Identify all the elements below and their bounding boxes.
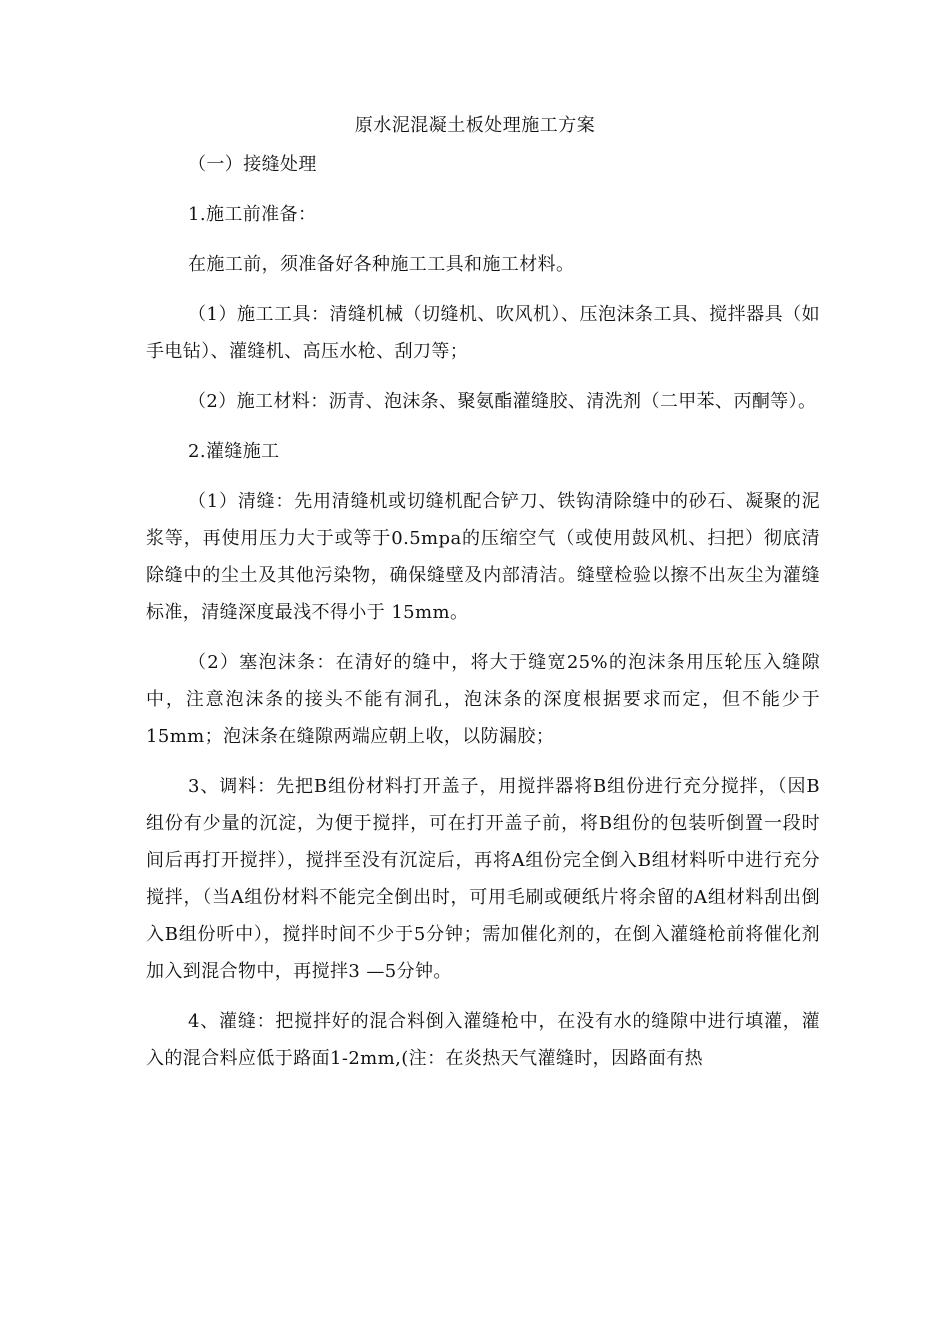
document-title: 原水泥混凝土板处理施工方案	[354, 115, 596, 136]
paragraph-foam-strip: （2）塞泡沫条：在清好的缝中，将大于缝宽25%的泡沫条用压轮压入缝隙中，注意泡沫条的接头不能有洞孔，泡沫条的深度根据要求而定，但不能少于15mm；泡沫条在缝隙两端应朝上收，以防漏胶；	[146, 652, 820, 747]
paragraph-materials: （2）施工材料：沥青、泡沫条、聚氨酯灌缝胶、清洗剂（二甲苯、丙酮等）。	[188, 391, 817, 412]
paragraph-filling: 4、灌缝：把搅拌好的混合料倒入灌缝枪中，在没有水的缝隙中进行填灌，灌入的混合料应低于路面1-2mm,(注：在炎热天气灌缝时，因路面有热	[146, 1011, 820, 1069]
paragraph-cleaning: （1）清缝：先用清缝机或切缝机配合铲刀、铁钩清除缝中的砂石、凝聚的泥浆等，再使用压力大于或等于0.5mpa的压缩空气（或使用鼓风机、扫把）彻底清除缝中的尘土及其他污染物，确保缝壁及内部清洁。缝壁检验以擦不出灰尘为灌缝标准，清缝深度最浅不得小于 15mm。	[146, 491, 820, 623]
document-body	[146, 146, 820, 1077]
subheading-grouting: 2.灌缝施工	[188, 441, 280, 462]
paragraph-tools: （1）施工工具：清缝机械（切缝机、吹风机）、压泡沫条工具、搅拌器具（如手电钻）、灌缝机、高压水枪、刮刀等；	[146, 304, 820, 362]
subheading-preparation: 1.施工前准备：	[188, 204, 317, 225]
section-heading-joint-treatment: （一）接缝处理	[188, 154, 317, 175]
paragraph-preparation-intro: 在施工前，须准备好各种施工工具和施工材料。	[188, 254, 575, 275]
paragraph-mixing: 3、调料：先把B组份材料打开盖子，用搅拌器将B组份进行充分搅拌，（因B组份有少量的沉淀，为便于搅拌，可在打开盖子前，将B组份的包装听倒置一段时间后再打开搅拌），搅拌至没有沉淀后，再将A组份完全倒入B组材料听中进行充分搅拌，（当A组份材料不能完全倒出时，可用毛刷或硬纸片将余留的A组材料刮出倒入B组份听中），搅拌时间不少于5分钟；需加催化剂的，在倒入灌缝枪前将催化剂加入到混合物中，再搅拌3 —5分钟。	[146, 776, 820, 982]
